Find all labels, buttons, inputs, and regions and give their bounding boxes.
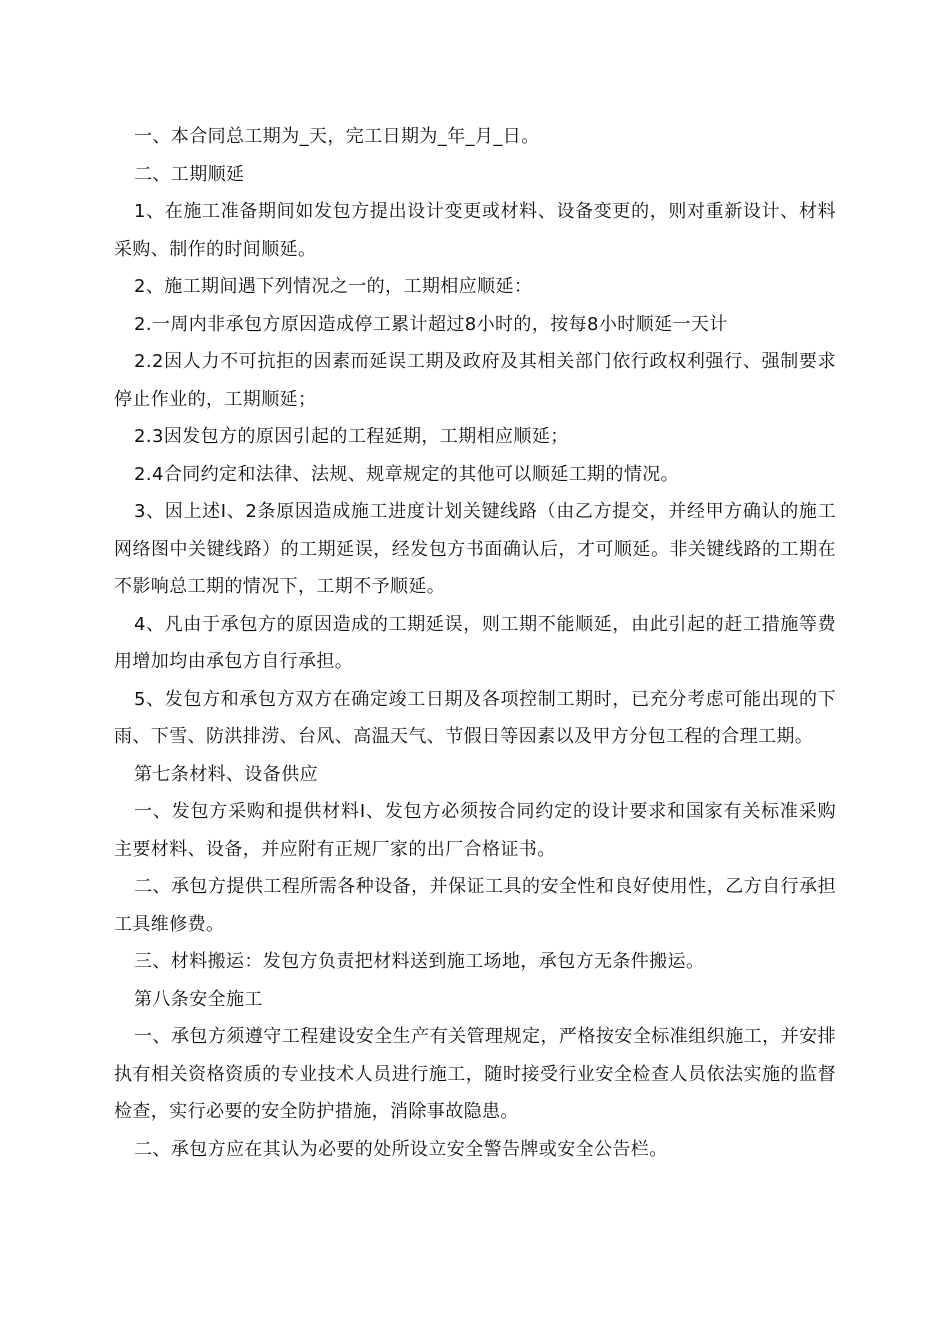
paragraph-duration: 一、本合同总工期为_天，完工日期为_年_月_日。: [134, 126, 540, 147]
paragraph-extension-3: 3、因上述I、2条原因造成施工进度计划关键线路（由乙方提交，并经甲方确认的施工网络图中关键线路）的工期延误，经发包方书面确认后，才可顺延。非关键线路的工期在不影响总工期的情况下，工期不予顺延。: [114, 501, 836, 597]
document-body: [114, 118, 836, 1168]
paragraph-extension-4: 4、凡由于承包方的原因造成的工期延误，则工期不能顺延，由此引起的赶工措施等费用增加均由承包方自行承担。: [114, 613, 836, 672]
paragraph-extension-1: 1、在施工准备期间如发包方提出设计变更或材料、设备变更的，则对重新设计、材料采购、制作的时间顺延。: [114, 201, 836, 260]
paragraph-safety-1: 一、承包方须遵守工程建设安全生产有关管理规定，严格按安全标准组织施工，并安排执有相关资格资质的专业技术人员进行施工，随时接受行业安全检查人员依法实施的监督检查，实行必要的安全防护措施，消除事故隐患。: [114, 1026, 836, 1122]
paragraph-safety-2: 二、承包方应在其认为必要的处所设立安全警告牌或安全公告栏。: [134, 1138, 668, 1160]
paragraph-extension-2-3: 2.3因发包方的原因引起的工程延期，工期相应顺延；: [134, 426, 569, 447]
paragraph-extension-2-1: 2.一周内非承包方原因造成停工累计超过8小时的，按每8小时顺延一天计: [134, 313, 728, 335]
paragraph-materials-1: 一、发包方采购和提供材料I、发包方必须按合同约定的设计要求和国家有关标准采购主要材料、设备，并应附有正规厂家的出厂合格证书。: [114, 801, 836, 860]
paragraph-materials-2: 二、承包方提供工程所需各种设备，并保证工具的安全性和良好使用性，乙方自行承担工具维修费。: [114, 876, 836, 935]
paragraph-extension-2-2: 2.2因人力不可抗拒的因素而延误工期及政府及其相关部门依行政权利强行、强制要求停止作业的，工期顺延；: [114, 351, 836, 410]
paragraph-materials-3: 三、材料搬运：发包方负责把材料送到施工场地，承包方无条件搬运。: [134, 951, 705, 972]
paragraph-extension-5: 5、发包方和承包方双方在确定竣工日期及各项控制工期时，已充分考虑可能出现的下雨、下雪、防洪排涝、台风、高温天气、节假日等因素以及甲方分包工程的合理工期。: [114, 688, 836, 747]
heading-article-7: 第七条材料、设备供应: [134, 763, 318, 785]
heading-extension: 二、工期顺延: [134, 163, 245, 185]
paragraph-extension-2: 2、施工期间遇下列情况之一的，工期相应顺延：: [134, 276, 533, 297]
paragraph-extension-2-4: 2.4合同约定和法律、法规、规章规定的其他可以顺延工期的情况。: [134, 463, 680, 485]
heading-article-8: 第八条安全施工: [134, 988, 263, 1010]
